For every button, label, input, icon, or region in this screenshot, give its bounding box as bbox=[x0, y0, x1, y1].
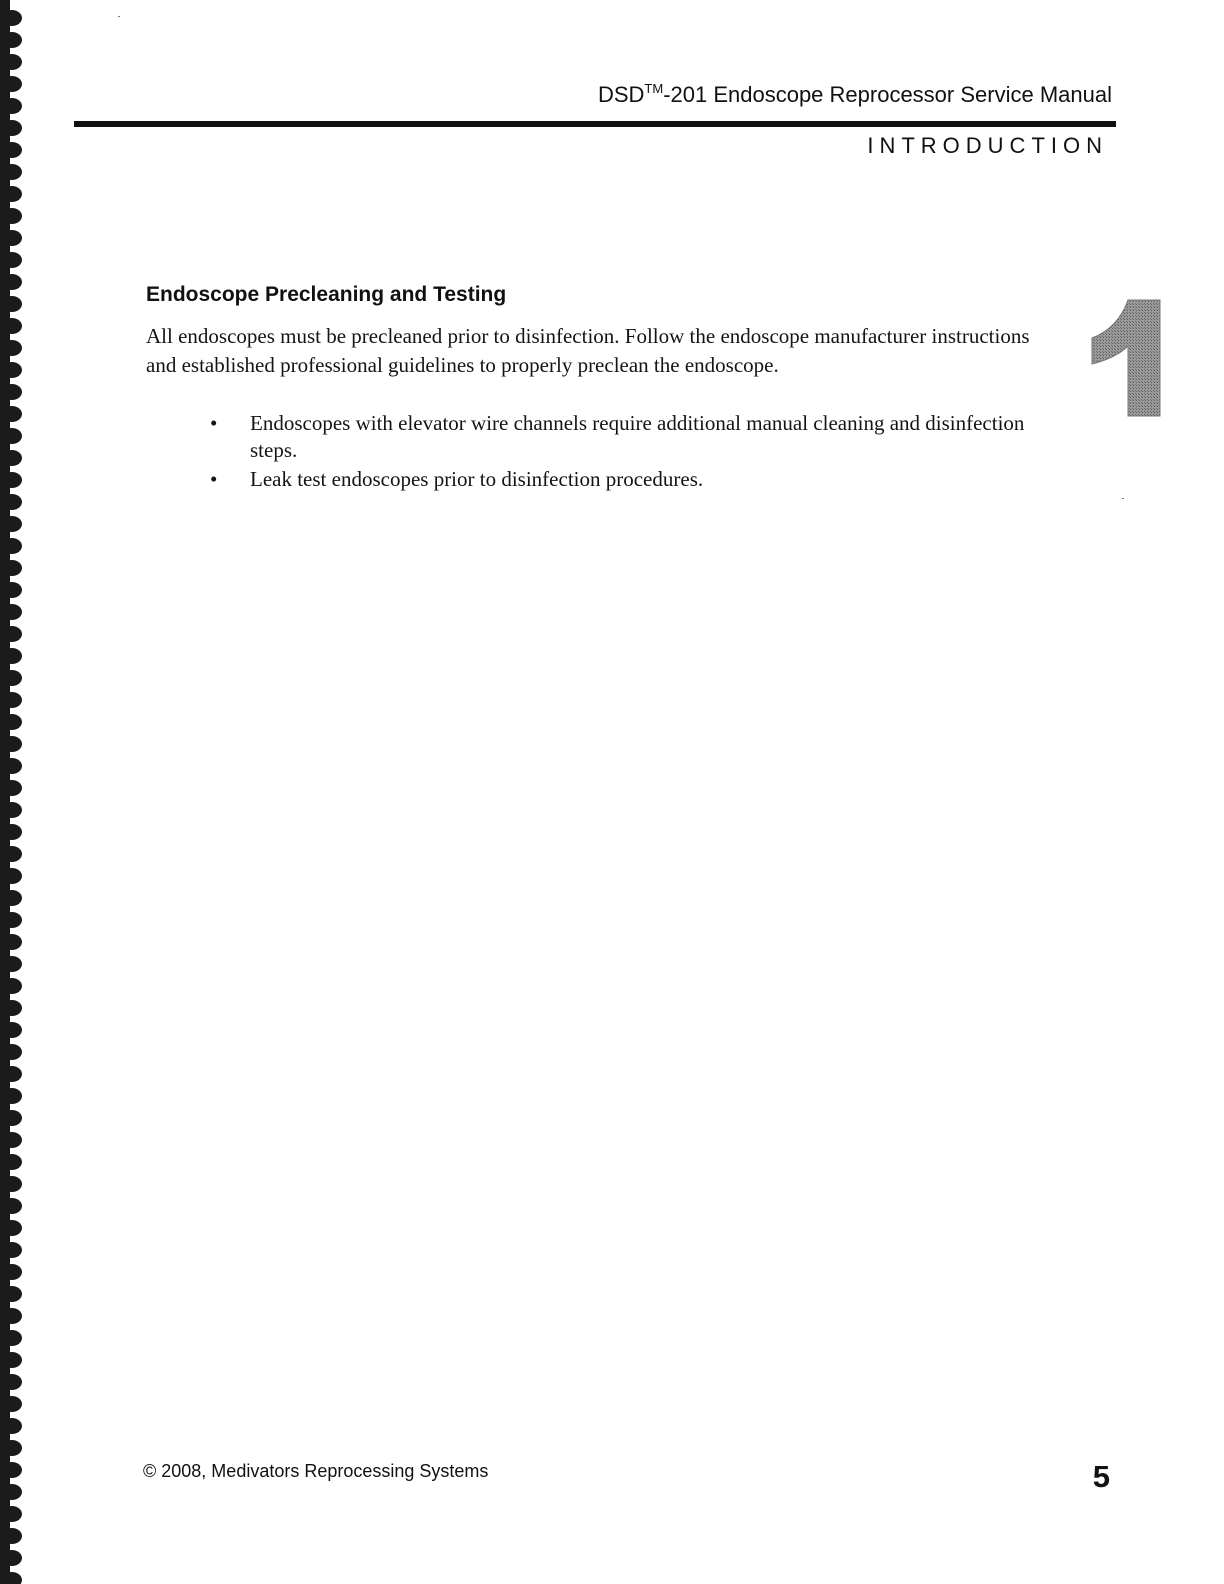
binding-hole bbox=[2, 54, 22, 70]
binding-hole bbox=[2, 164, 22, 180]
binding-hole bbox=[2, 626, 22, 642]
binding-hole bbox=[2, 560, 22, 576]
list-item bbox=[208, 466, 1038, 493]
binding-hole bbox=[2, 1352, 22, 1368]
binding-hole bbox=[2, 538, 22, 554]
binding-hole bbox=[2, 32, 22, 48]
binding-hole bbox=[2, 1396, 22, 1412]
binding-hole bbox=[2, 1154, 22, 1170]
binding-hole bbox=[2, 1176, 22, 1192]
binding-hole bbox=[2, 120, 22, 136]
binding-hole bbox=[2, 868, 22, 884]
binding-hole bbox=[2, 10, 22, 26]
binding-hole bbox=[2, 1000, 22, 1016]
binding-hole bbox=[2, 230, 22, 246]
binding-hole bbox=[2, 428, 22, 444]
binding-hole bbox=[2, 1330, 22, 1346]
binding-hole bbox=[2, 912, 22, 928]
binding-hole bbox=[2, 780, 22, 796]
binding-hole bbox=[2, 450, 22, 466]
binding-hole bbox=[2, 1242, 22, 1258]
header-rule bbox=[74, 121, 1116, 127]
binding-hole bbox=[2, 846, 22, 862]
binding-hole bbox=[2, 934, 22, 950]
binding-hole bbox=[2, 670, 22, 686]
bullet-icon: • bbox=[210, 467, 218, 491]
binding-hole bbox=[2, 1286, 22, 1302]
binding-hole bbox=[2, 76, 22, 92]
binding-hole bbox=[2, 1198, 22, 1214]
binding-holes-edge bbox=[0, 0, 44, 1584]
scan-speck bbox=[118, 16, 120, 17]
binding-hole bbox=[2, 1484, 22, 1500]
binding-hole bbox=[2, 1440, 22, 1456]
binding-hole bbox=[2, 1110, 22, 1126]
binding-hole bbox=[2, 1374, 22, 1390]
bullet-icon: • bbox=[210, 411, 218, 435]
binding-hole bbox=[2, 582, 22, 598]
binding-hole bbox=[2, 890, 22, 906]
binding-hole bbox=[2, 604, 22, 620]
binding-hole bbox=[2, 362, 22, 378]
binding-hole bbox=[2, 494, 22, 510]
page-number: 5 bbox=[1092, 1459, 1110, 1494]
binding-hole bbox=[2, 1264, 22, 1280]
bullet-text: Endoscopes with elevator wire channels require additional manual cleaning and disinfection steps. bbox=[250, 411, 1025, 462]
manual-title-suffix: -201 Endoscope Reprocessor Service Manual bbox=[663, 82, 1112, 107]
binding-hole bbox=[2, 956, 22, 972]
binding-hole bbox=[2, 648, 22, 664]
binding-hole bbox=[2, 384, 22, 400]
binding-hole bbox=[2, 274, 22, 290]
binding-hole bbox=[2, 1022, 22, 1038]
chapter-number-tab bbox=[1088, 298, 1162, 418]
scan-speck bbox=[1122, 498, 1124, 499]
trademark-superscript: TM bbox=[644, 81, 664, 96]
binding-hole bbox=[2, 1132, 22, 1148]
binding-hole bbox=[2, 1066, 22, 1082]
binding-hole bbox=[2, 252, 22, 268]
binding-hole bbox=[2, 1088, 22, 1104]
binding-hole bbox=[2, 1308, 22, 1324]
binding-hole bbox=[2, 802, 22, 818]
footer-copyright: © 2008, Medivators Reprocessing Systems bbox=[143, 1461, 489, 1481]
binding-hole bbox=[2, 1418, 22, 1434]
binding-hole bbox=[2, 98, 22, 114]
binding-hole bbox=[2, 318, 22, 334]
bullet-list bbox=[208, 410, 1038, 495]
intro-paragraph: All endoscopes must be precleaned prior to disinfection. Follow the endoscope manufacturer instructions and established professional guidelines to properly preclean the endoscope. bbox=[146, 324, 1030, 377]
binding-hole bbox=[2, 1462, 22, 1478]
binding-hole bbox=[2, 340, 22, 356]
binding-hole bbox=[2, 1528, 22, 1544]
section-label: INTRODUCTION bbox=[867, 133, 1108, 158]
binding-hole bbox=[2, 472, 22, 488]
binding-hole bbox=[2, 1220, 22, 1236]
binding-hole bbox=[2, 758, 22, 774]
binding-hole bbox=[2, 824, 22, 840]
binding-hole bbox=[2, 406, 22, 422]
chapter-number-glyph bbox=[1092, 300, 1160, 416]
bullet-text: Leak test endoscopes prior to disinfection procedures. bbox=[250, 467, 704, 491]
binding-hole bbox=[2, 1506, 22, 1522]
binding-hole bbox=[2, 714, 22, 730]
binding-hole bbox=[2, 516, 22, 532]
binding-hole bbox=[2, 1044, 22, 1060]
binding-hole bbox=[2, 296, 22, 312]
binding-hole bbox=[2, 208, 22, 224]
manual-title-prefix: DSD bbox=[597, 82, 645, 107]
binding-hole bbox=[2, 736, 22, 752]
binding-hole bbox=[2, 978, 22, 994]
manual-title bbox=[597, 81, 1112, 107]
list-item bbox=[208, 410, 1038, 464]
binding-hole bbox=[2, 692, 22, 708]
binding-hole bbox=[2, 1550, 22, 1566]
binding-hole bbox=[2, 142, 22, 158]
section-heading: Endoscope Precleaning and Testing bbox=[146, 283, 507, 306]
binding-hole bbox=[2, 186, 22, 202]
